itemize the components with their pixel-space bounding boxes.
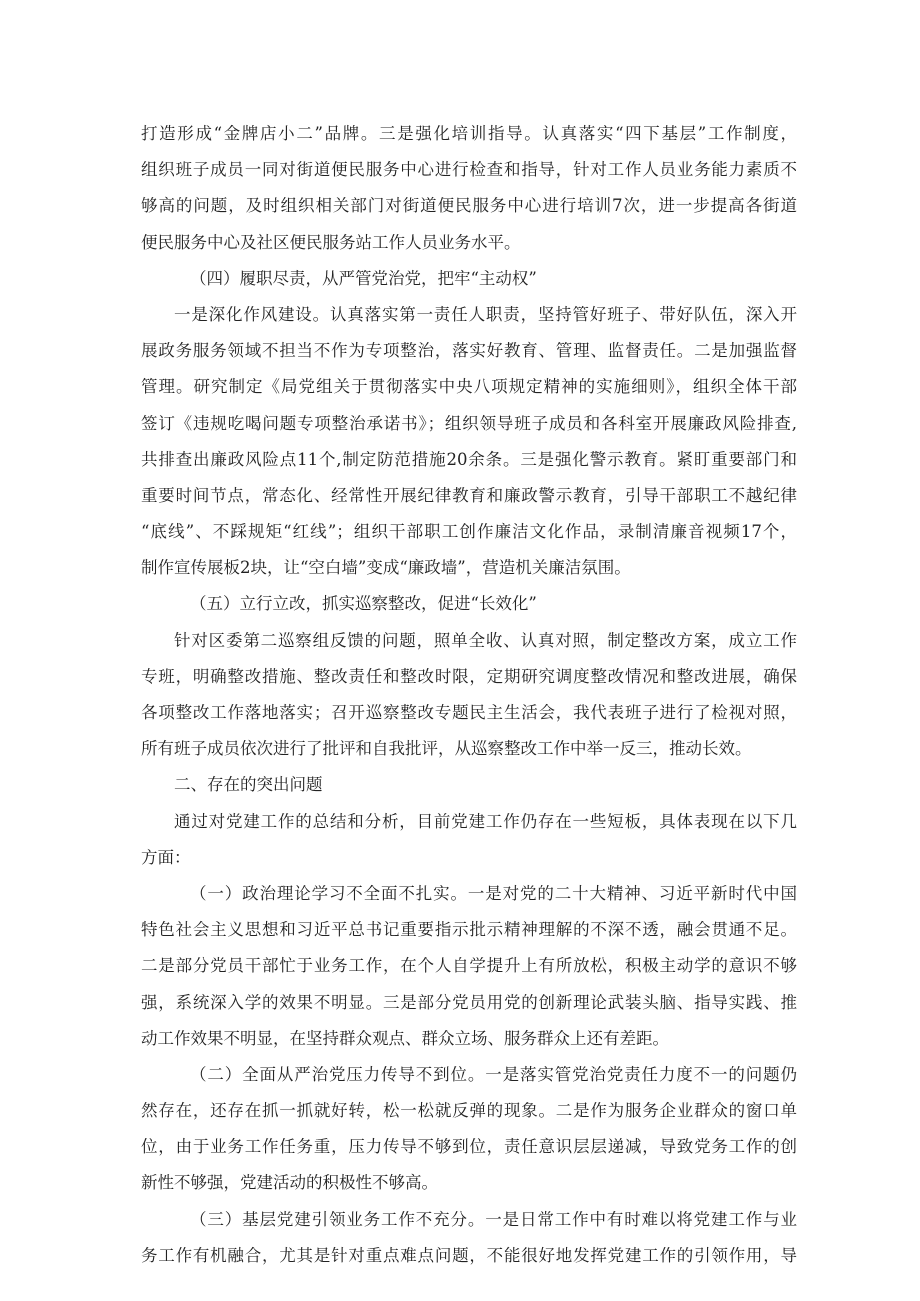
body-text-line: 组织班子成员一同对街道便民服务中心进行检查和指导，针对工作人员业务能力素质不 [141,160,797,180]
problem-heading-line: （一）政治理论学习不全面不扎实。一是对党的二十大精神、习近平新时代中国 [190,883,797,903]
body-text-line: 各项整改工作落地落实；召开巡察整改专题民主生活会，我代表班子进行了检视对照， [141,703,797,722]
body-text-line: 管理。研究制定《局党组关于贯彻落实中央八项规定精神的实施细则》，组织全体干部 [141,377,797,397]
document-page [141,116,797,1274]
body-text-line: 方面： [141,847,191,867]
body-text-line: 签订《违规吃喝问题专项整治承诺书》；组织领导班子成员和各科室开展廉政风险排查, [141,413,797,433]
body-text-line: 位，由于业务工作任务重，压力传导不够到位，责任意识层层递减，导致党务工作的创 [141,1137,797,1157]
body-text-line: 一是深化作风建设。认真落实第一责任人职责，坚持管好班子、带好队伍，深入开 [174,304,797,324]
body-text-line: 重要时间节点，常态化、经常性开展纪律教育和廉政警示教育，引导干部职工不越纪律 [141,485,797,505]
body-text-line: 制作宣传展板2块，让“空白墙”变成“廉政墙”，营造机关廉洁氛围。 [141,558,631,578]
body-text-line: “底线”、不踩规矩“红线”；组织干部职工创作廉洁文化作品，录制清廉音视频17个， [141,522,797,542]
body-text-line: 通过对党建工作的总结和分析，目前党建工作仍存在一些短板，具体表现在以下几 [174,811,797,831]
body-text-line: 便民服务中心及社区便民服务站工作人员业务水平。 [141,232,521,252]
problem-heading-line: （三）基层党建引领业务工作不充分。一是日常工作中有时难以将党建工作与业 [190,1209,797,1229]
body-text-line: 针对区委第二巡察组反馈的问题，照单全收、认真对照，制定整改方案，成立工作 [174,630,797,650]
body-text-line: 新性不够强，党建活动的积极性不够高。 [141,1173,438,1193]
body-text-line: 务工作有机融合，尤其是针对重点难点问题，不能很好地发挥党建工作的引领作用，导 [141,1245,797,1265]
section-heading: （四）履职尽责，从严管党治党，把牢“主动权” [190,268,537,288]
chapter-heading: 二、存在的突出问题 [174,775,323,795]
body-text-line: 共排查出廉政风险点11个,制定防范措施20余条。三是强化警示教育。紧盯重要部门和 [141,449,797,469]
body-text-line: 二是部分党员干部忙于业务工作，在个人自学提升上有所放松，积极主动学的意识不够 [141,956,797,976]
body-text-line: 特色社会主义思想和习近平总书记重要指示批示精神理解的不深不透，融会贯通不足。 [141,920,797,940]
body-text-line: 专班，明确整改措施、整改责任和整改时限，定期研究调度整改情况和整改进展，确保 [141,666,797,686]
body-text-line: 展政务服务领域不担当不作为专项整治，落实好教育、管理、监督责任。二是加强监督 [141,341,797,361]
body-text-line: 打造形成“金牌店小二”品牌。三是强化培训指导。认真落实“四下基层”工作制度， [141,124,797,143]
body-text-line: 强，系统深入学的效果不明显。三是部分党员用党的创新理论武装头脑、指导实践、推 [141,992,797,1012]
body-text-line: 动工作效果不明显，在坚持群众观点、群众立场、服务群众上还有差距。 [141,1028,669,1048]
problem-heading-line: （二）全面从严治党压力传导不到位。一是落实管党治党责任力度不一的问题仍 [190,1064,797,1084]
body-text-line: 所有班子成员依次进行了批评和自我批评，从巡察整改工作中举一反三，推动长效。 [141,739,752,759]
body-text-line: 够高的问题，及时组织相关部门对街道便民服务中心进行培训7次，进一步提高各街道 [141,196,797,216]
body-text-line: 然存在，还存在抓一抓就好转，松一松就反弹的现象。二是作为服务企业群众的窗口单 [141,1101,797,1121]
section-heading: （五）立行立改，抓实巡察整改，促进“长效化” [190,594,537,614]
